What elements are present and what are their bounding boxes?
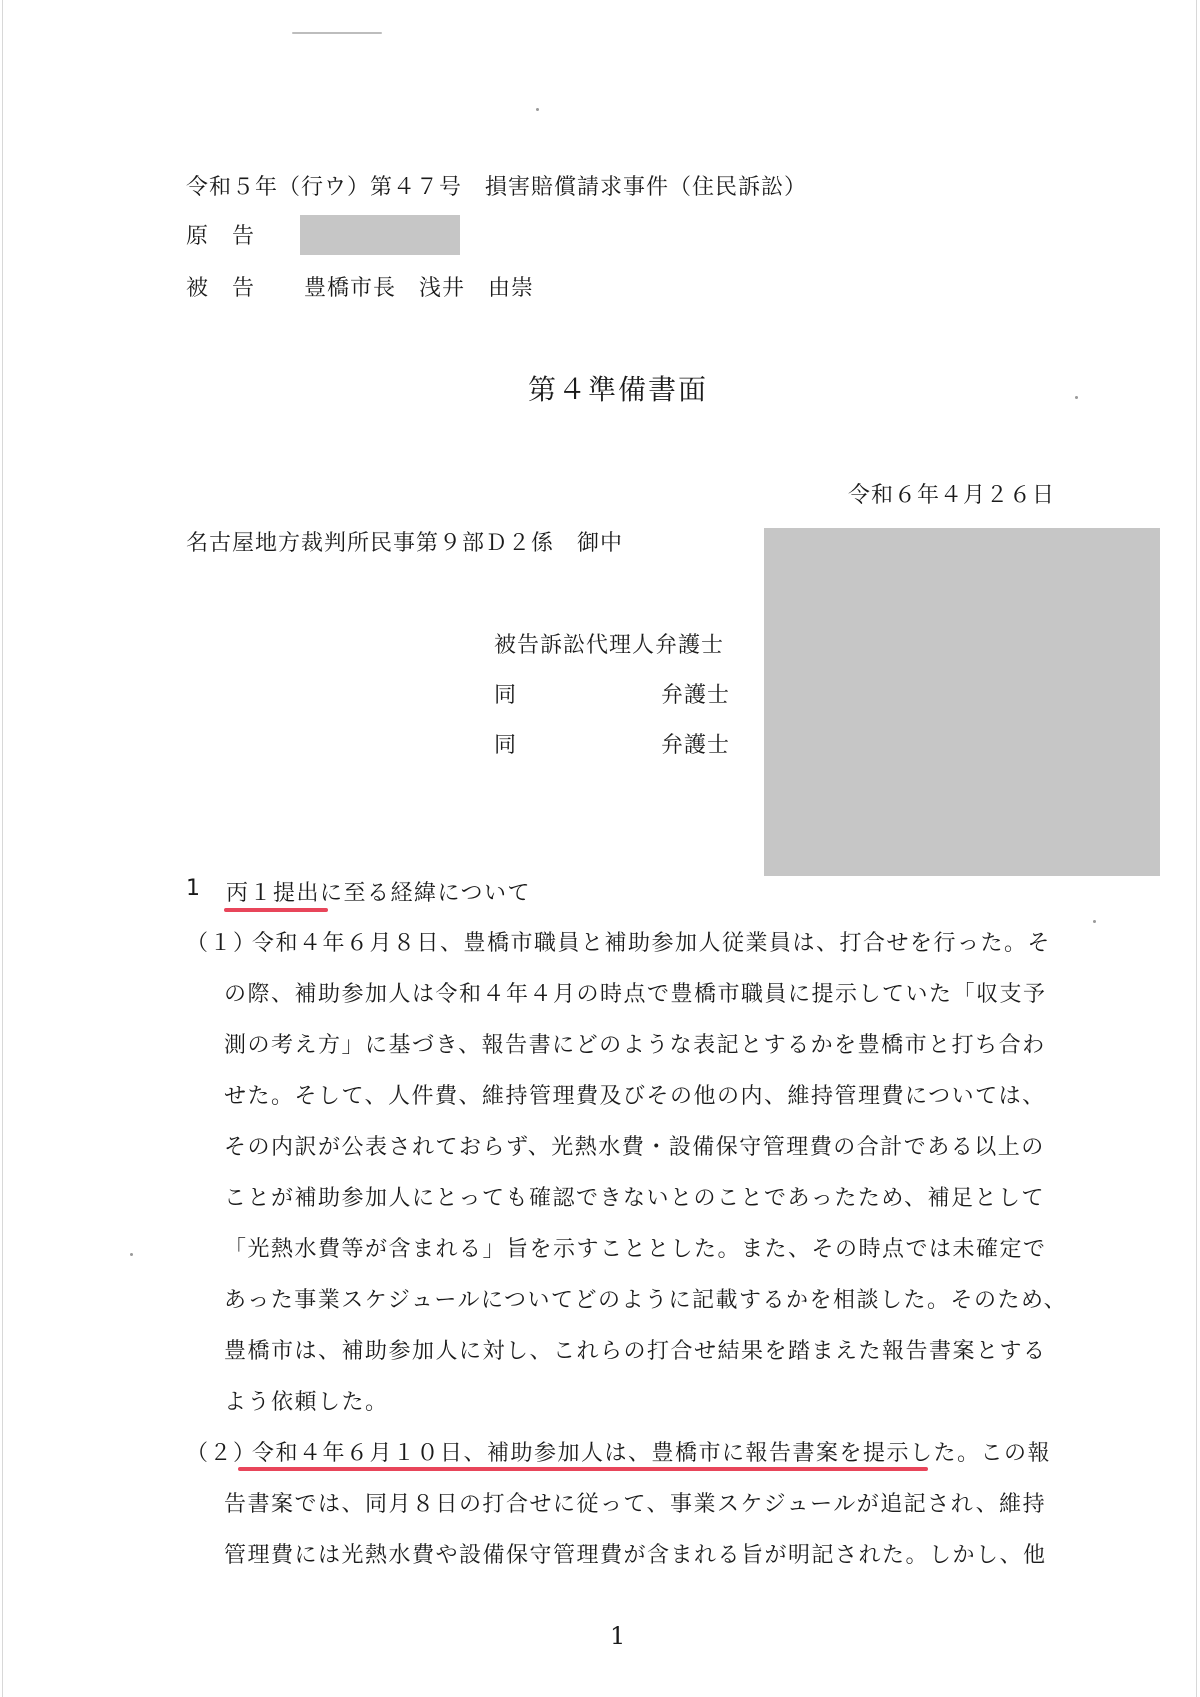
scan-speck [1093,920,1096,923]
section-number: 1 [186,876,202,901]
defendant-name: 豊橋市長 浅井 由崇 [304,276,535,301]
paragraph-line: せた。そして、人件費、維持管理費及びその他の内、維持管理費については、 [224,1084,1046,1109]
attorney-title: 弁護士 [661,683,731,708]
scan-speck [292,32,382,34]
plaintiff-name-redaction [300,215,460,255]
page-number: 1 [610,1622,626,1650]
paragraph-line: 「光熱水費等が含まれる」旨を示すこととした。また、その時点では未確定で [224,1237,1047,1262]
attorney-role: 被告訴訟代理人弁護士 [494,633,725,658]
paragraph-line: あった事業スケジュールについてどのように記載するかを相談した。そのため、 [224,1288,1068,1313]
attorney-names-redaction [764,528,1160,876]
paragraph-line: よう依頼した。 [224,1390,389,1415]
scan-speck [1075,396,1078,399]
document-date: 令和６年４月２６日 [848,483,1056,508]
scan-edge-right [1196,0,1197,1697]
paragraph-line: 告書案では、同月８日の打合せに従って、事業スケジュールが追記され、維持 [224,1492,1047,1517]
attorney-title: 弁護士 [661,733,731,758]
highlight-underline [238,1467,928,1471]
case-number-line: 令和５年（行ウ）第４７号 損害賠償請求事件（住民訴訟） [186,175,808,200]
section-heading: 丙１提出に至る経緯について [226,881,532,906]
scan-edge-left [2,0,3,1697]
highlight-underline [224,908,328,912]
paragraph-line: 管理費には光熱水費や設備保守管理費が含まれる旨が明記された。しかし、他 [224,1543,1047,1568]
court-addressee: 名古屋地方裁判所民事第９部Ｄ２係 御中 [186,531,624,556]
document-title: 第４準備書面 [528,373,709,406]
paragraph-line: 令和４年６月８日、豊橋市職員と補助参加人従業員は、打合せを行った。そ [252,931,1052,956]
paragraph-line: ことが補助参加人にとっても確認できないとのことであったため、補足として [224,1186,1045,1211]
paragraph-marker: （１） [186,931,257,956]
paragraph-line: その内訳が公表されておらず、光熱水費・設備保守管理費の合計である以上の [224,1135,1045,1160]
attorney-role: 同 [494,683,518,708]
paragraph-line: 令和４年６月１０日、補助参加人は、豊橋市に報告書案を提示した。この報 [252,1441,1052,1466]
paragraph-marker: （２） [186,1441,257,1466]
scan-speck [536,108,539,111]
paragraph-line: 豊橋市は、補助参加人に対し、これらの打合せ結果を踏まえた報告書案とする [224,1339,1047,1364]
scan-speck [130,1253,133,1256]
defendant-label: 被 告 [186,276,256,301]
paragraph-line: の際、補助参加人は令和４年４月の時点で豊橋市職員に提示していた「収支予 [224,982,1047,1007]
attorney-role: 同 [494,733,518,758]
paragraph-line: 測の考え方」に基づき、報告書にどのような表記とするかを豊橋市と打ち合わ [224,1033,1046,1058]
plaintiff-label: 原 告 [186,224,256,249]
